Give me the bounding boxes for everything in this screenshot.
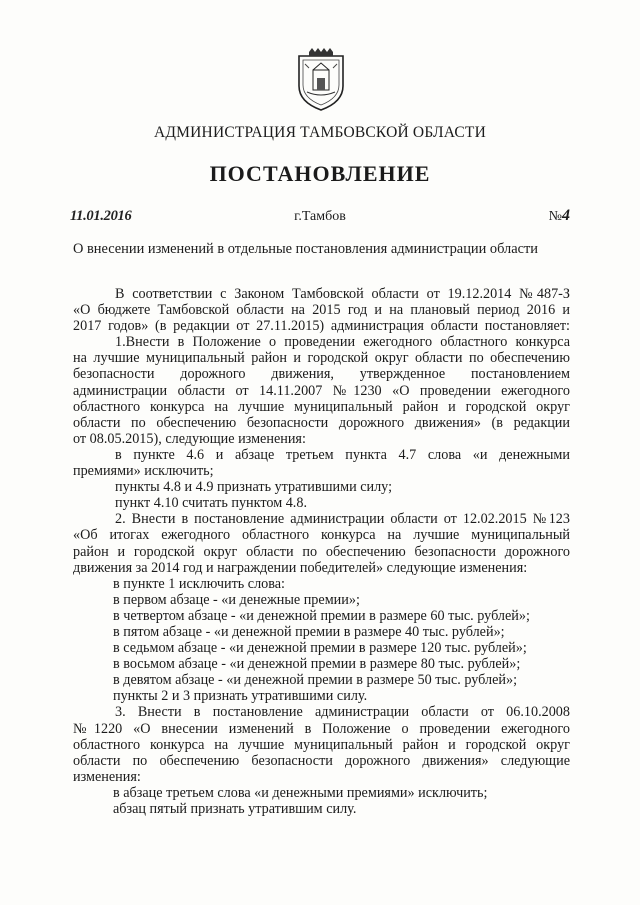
body-line: 2017 годов» (в редакции от 27.11.2015) администрация области постановляет: [73, 318, 570, 335]
number-prefix: № [548, 209, 562, 224]
body-line: «Об итогах ежегодного областного конкурса на лучшие муниципальный [73, 527, 570, 544]
body-line: изменения: [73, 768, 141, 785]
date-number-line [70, 209, 570, 231]
body-line: абзац пятый признать утратившим силу. [113, 801, 357, 817]
body-line: 3. Внести в постановление администрации области от 06.10.2008 [115, 704, 570, 721]
body-line: в девятом абзаце - «и денежной премии в размере 50 тыс. рублей»; [113, 672, 518, 689]
body-line: «О бюджете Тамбовской области на 2015 год и на плановый период 2016 и [73, 302, 570, 319]
body-line: В соответствии с Законом Тамбовской области от 19.12.2014 №487-З [115, 286, 570, 302]
body-line: движения за 2014 год и награждении победителей» следующие изменения: [73, 559, 528, 576]
document-title: ПОСТАНОВЛЕНИЕ [209, 161, 431, 186]
body-line: от 08.05.2015), следующие изменения: [73, 430, 306, 447]
body-line: пункты 4.8 и 4.9 признать утратившими силу; [115, 479, 393, 496]
body-line: области по обеспечению безопасности дорожного движения» (в редакции [73, 414, 570, 431]
body-line: безопасности дорожного движения, утвержденное постановлением [73, 366, 570, 383]
body-line: пункты 2 и 3 признать утратившими силу. [113, 688, 368, 705]
body-line: район и городской округ области по обеспечению безопасности дорожного [73, 543, 570, 560]
body-line: в пункте 4.6 и абзаце третьем пункта 4.7 слова «и денежными [115, 446, 570, 463]
document-subject: О внесении изменений в отдельные постановления администрации области [73, 241, 538, 257]
handwritten-number: 4 [562, 207, 570, 224]
body-line: в пятом абзаце - «и денежной премии в размере 40 тыс. рублей»; [113, 623, 505, 640]
document-number [549, 207, 570, 225]
body-line: №1220 «О внесении изменений в Положение о проведении ежегодного [73, 720, 570, 737]
body-line: в четвертом абзаце - «и денежной премии в размере 60 тыс. рублей»; [113, 607, 530, 624]
body-line: в абзаце третьем слова «и денежными премиями» исключить; [113, 784, 488, 801]
body-line: в пункте 1 исключить слова: [113, 575, 286, 592]
coat-of-arms-emblem [295, 48, 347, 112]
body-line: в первом абзаце - «и денежные премии»; [113, 591, 360, 608]
city: г.Тамбов [294, 209, 346, 224]
body-line: на лучшие муниципальный район и городской округ области по обеспечению [73, 350, 570, 367]
body-line: в восьмом абзаце - «и денежной премии в размере 80 тыс. рублей»; [113, 656, 521, 673]
handwritten-date: 11.01.2016 [70, 208, 132, 224]
organization-name: АДМИНИСТРАЦИЯ ТАМБОВСКОЙ ОБЛАСТИ [154, 124, 486, 141]
body-line: пункт 4.10 считать пунктом 4.8. [115, 495, 307, 512]
body-line: области по обеспечению безопасности дорожного движения» следующие [73, 752, 570, 769]
body-line: областного конкурса на лучшие муниципальный район и городской округ [73, 736, 570, 753]
body-line: областного конкурса на лучшие муниципальный район и городской округ [73, 398, 570, 415]
document-body [73, 286, 570, 817]
body-line: 2. Внести в постановление администрации области от 12.02.2015 №123 [115, 511, 570, 528]
body-line: премиями» исключить; [73, 463, 214, 480]
body-line: администрации области от 14.11.2007 №1230 «О проведении ежегодного [73, 382, 570, 399]
body-line: 1.Внести в Положение о проведении ежегодного областного конкурса [115, 334, 570, 351]
body-line: в седьмом абзаце - «и денежной премии в размере 120 тыс. рублей»; [113, 640, 527, 657]
